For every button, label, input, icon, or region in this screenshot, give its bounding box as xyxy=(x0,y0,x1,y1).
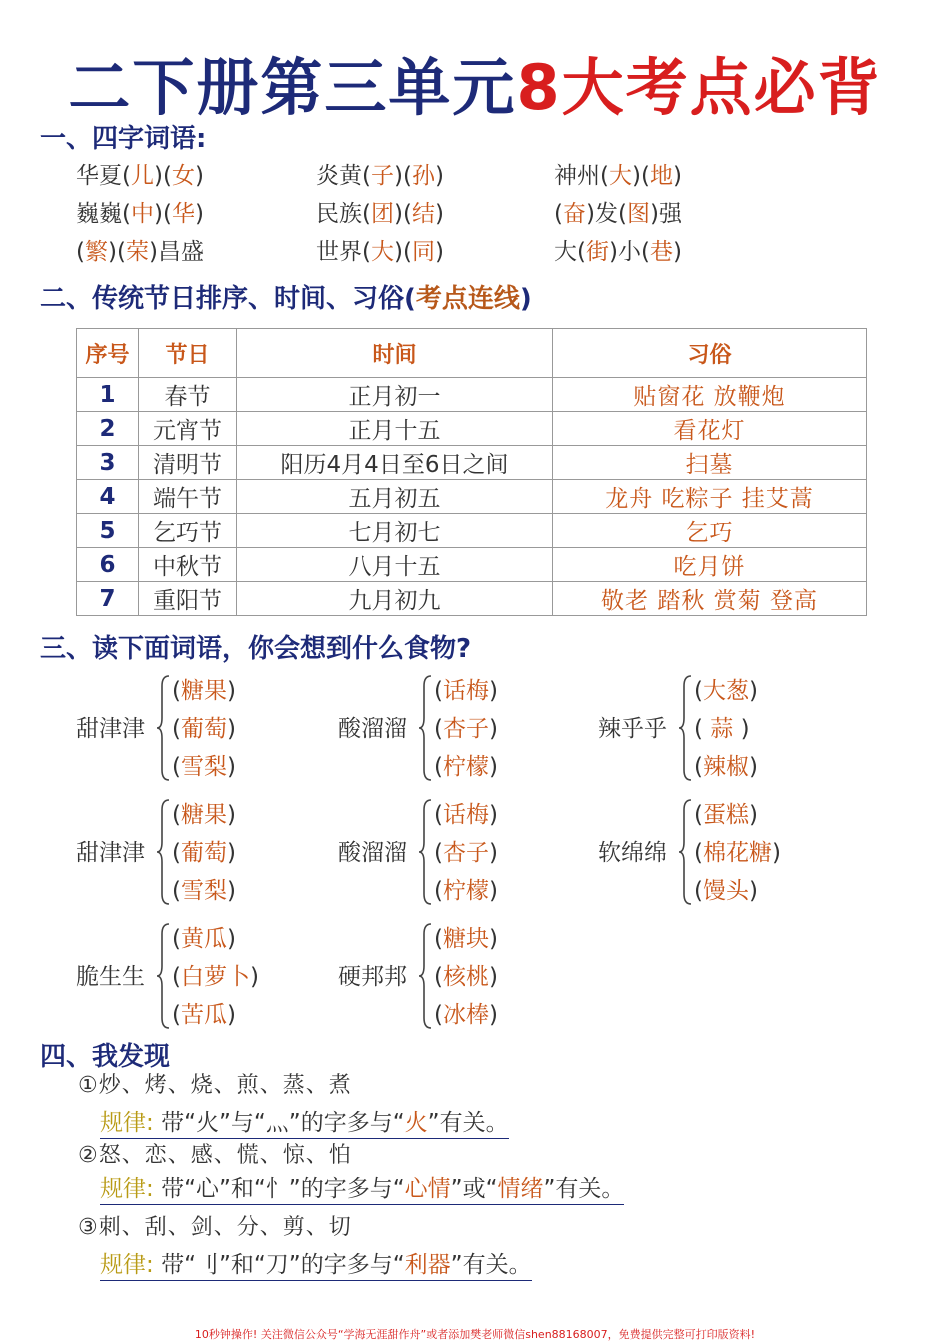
idiom-answer: 巷 xyxy=(649,239,673,265)
paren-close: ) xyxy=(488,840,498,866)
row-number: 4 xyxy=(77,480,139,514)
idiom-paren: ) xyxy=(672,163,682,189)
idiom-paren: ( xyxy=(617,201,627,227)
table-row xyxy=(77,378,867,412)
paren-open: ( xyxy=(694,716,703,742)
rule-text: 带“刂”和“刀”的字多与 xyxy=(161,1252,393,1278)
food-option xyxy=(694,796,758,834)
food-descriptor: 辣乎乎 xyxy=(598,716,667,742)
rule-line xyxy=(100,1246,532,1281)
food-option xyxy=(172,958,259,996)
rule-text: ”有关。 xyxy=(543,1176,625,1202)
row-custom: 扫墓 xyxy=(553,446,867,480)
idiom-paren: ( xyxy=(402,163,412,189)
food-answer: 蒜 xyxy=(702,716,741,742)
idiom-paren: ( xyxy=(116,239,126,265)
rule-text: ”有关。 xyxy=(450,1252,532,1278)
curly-brace-icon xyxy=(156,798,170,906)
paren-close: ) xyxy=(226,1002,236,1028)
row-time: 九月初九 xyxy=(237,582,553,616)
food-option xyxy=(694,710,750,748)
idiom-item xyxy=(554,233,682,266)
idiom-answer: 荣 xyxy=(125,239,149,265)
idiom-text: 神州 xyxy=(554,163,600,189)
rule-label: 规律: xyxy=(100,1252,162,1278)
food-answer: 葡萄 xyxy=(180,716,227,742)
idiom-text: 昌盛 xyxy=(157,239,204,265)
food-option xyxy=(434,920,498,958)
idiom-paren: ) xyxy=(393,163,403,189)
section4-heading: 四、我发现 xyxy=(40,1042,171,1072)
paren-open: ( xyxy=(172,926,181,952)
paren-close: ) xyxy=(748,878,758,904)
paren-close: ) xyxy=(488,878,498,904)
food-option xyxy=(434,834,498,872)
rule-text: ”或“ xyxy=(450,1176,498,1202)
paren-close: ) xyxy=(771,840,781,866)
idiom-paren: ( xyxy=(362,239,371,265)
rule-label: 规律: xyxy=(100,1176,162,1202)
row-time: 正月十五 xyxy=(237,412,553,446)
food-answer: 糖果 xyxy=(180,678,227,704)
paren-open: ( xyxy=(434,716,443,742)
idiom-paren: ( xyxy=(402,201,412,227)
idiom-paren: ( xyxy=(600,163,609,189)
food-option xyxy=(694,834,781,872)
idiom-paren: ) xyxy=(153,201,163,227)
discover-chars: ①炒、烤、烧、煎、蒸、煮 xyxy=(78,1073,352,1098)
paren-close: ) xyxy=(488,716,498,742)
paren-close: ) xyxy=(226,878,236,904)
section2-heading-text: 二、传统节日排序、时间、习俗( xyxy=(40,284,416,314)
idiom-paren: ) xyxy=(649,201,659,227)
paren-open: ( xyxy=(434,878,443,904)
row-festival: 重阳节 xyxy=(139,582,237,616)
idiom-answer: 团 xyxy=(370,201,394,227)
header-time: 时间 xyxy=(237,329,553,378)
row-custom: 龙舟 吃粽子 挂艾蒿 xyxy=(553,480,867,514)
idiom-paren: ) xyxy=(153,163,163,189)
table-row xyxy=(77,446,867,480)
paren-close: ) xyxy=(226,678,236,704)
header-festival: 节日 xyxy=(139,329,237,378)
idiom-text: 大 xyxy=(554,239,577,265)
paren-open: ( xyxy=(694,678,703,704)
food-group xyxy=(338,920,588,1034)
curly-brace-icon xyxy=(678,798,692,906)
idiom-answer: 结 xyxy=(411,201,435,227)
idiom-paren: ) xyxy=(434,201,444,227)
rule-text: ”有关。 xyxy=(427,1110,509,1136)
food-descriptor: 硬邦邦 xyxy=(338,964,407,990)
row-festival: 中秋节 xyxy=(139,548,237,582)
food-descriptor: 酸溜溜 xyxy=(338,840,407,866)
paren-close: ) xyxy=(488,754,498,780)
curly-brace-icon xyxy=(156,674,170,782)
paren-open: ( xyxy=(434,840,443,866)
idiom-paren: ) xyxy=(631,163,641,189)
festival-table xyxy=(76,328,867,616)
paren-open: ( xyxy=(172,964,181,990)
food-group xyxy=(76,920,326,1034)
idiom-paren: ( xyxy=(554,201,563,227)
idiom-paren: ) xyxy=(434,163,444,189)
discover-chars: ②怒、恋、感、慌、惊、怕 xyxy=(78,1143,352,1168)
rule-text: “ xyxy=(392,1110,405,1136)
paren-open: ( xyxy=(434,1002,443,1028)
idiom-item xyxy=(316,233,444,266)
food-answer: 辣椒 xyxy=(702,754,749,780)
footer-note: 10秒钟操作! 关注微信公众号“学海无涯甜作舟”或者添加樊老师微信shen88168007，免费提供完整可打印版资料! xyxy=(194,1328,756,1341)
paren-open: ( xyxy=(172,878,181,904)
food-group xyxy=(338,796,588,910)
paren-close: ) xyxy=(249,964,259,990)
paren-close: ) xyxy=(226,840,236,866)
food-answer: 糖块 xyxy=(442,926,489,952)
food-option xyxy=(172,872,236,910)
food-option xyxy=(434,796,498,834)
rule-answer: 火 xyxy=(404,1110,428,1136)
food-answer: 柠檬 xyxy=(442,754,489,780)
paren-open: ( xyxy=(694,878,703,904)
paren-open: ( xyxy=(694,840,703,866)
row-number: 3 xyxy=(77,446,139,480)
idiom-answer: 地 xyxy=(649,163,673,189)
section1-heading: 一、四字词语: xyxy=(40,124,207,154)
paren-close: ) xyxy=(748,802,758,828)
idiom-answer: 儿 xyxy=(130,163,154,189)
paren-close: ) xyxy=(226,754,236,780)
curly-brace-icon xyxy=(418,674,432,782)
idiom-text: 小 xyxy=(617,239,641,265)
idiom-answer: 女 xyxy=(171,163,195,189)
row-time: 五月初五 xyxy=(237,480,553,514)
rule-text: 带“心”和“忄”的字多与 xyxy=(161,1176,393,1202)
paren-open: ( xyxy=(172,754,181,780)
paren-close: ) xyxy=(226,802,236,828)
idiom-answer: 孙 xyxy=(411,163,435,189)
curly-brace-icon xyxy=(418,798,432,906)
idiom-paren: ) xyxy=(608,239,618,265)
idiom-text: 强 xyxy=(658,201,682,227)
food-answer: 柠檬 xyxy=(442,878,489,904)
row-festival: 春节 xyxy=(139,378,237,412)
food-option xyxy=(172,920,236,958)
paren-open: ( xyxy=(172,840,181,866)
food-answer: 话梅 xyxy=(442,802,489,828)
food-answer: 糖果 xyxy=(180,802,227,828)
rule-text: “ xyxy=(392,1252,405,1278)
row-festival: 乞巧节 xyxy=(139,514,237,548)
idiom-text: 炎黄 xyxy=(316,163,362,189)
rule-line xyxy=(100,1170,624,1205)
food-option xyxy=(694,672,758,710)
paren-open: ( xyxy=(172,802,181,828)
curly-brace-icon xyxy=(418,922,432,1030)
header-no: 序号 xyxy=(77,329,139,378)
paren-close: ) xyxy=(748,754,758,780)
idiom-item xyxy=(76,195,204,228)
idiom-answer: 图 xyxy=(626,201,650,227)
idiom-paren: ( xyxy=(640,163,650,189)
rule-answer: 情绪 xyxy=(497,1176,544,1202)
food-option xyxy=(172,834,236,872)
food-option xyxy=(434,672,498,710)
food-answer: 雪梨 xyxy=(180,754,227,780)
idiom-paren: ) xyxy=(393,201,403,227)
idiom-paren: ( xyxy=(122,201,131,227)
title-part2: 8大考点必背 xyxy=(516,51,882,124)
section3-heading: 三、读下面词语，你会想到什么食物? xyxy=(40,634,472,664)
idiom-paren: ) xyxy=(194,201,204,227)
idiom-answer: 大 xyxy=(370,239,394,265)
food-answer: 白萝卜 xyxy=(180,964,250,990)
row-custom: 敬老 踏秋 赏菊 登高 xyxy=(553,582,867,616)
food-descriptor: 酸溜溜 xyxy=(338,716,407,742)
idiom-paren: ) xyxy=(148,239,158,265)
idiom-paren: ) xyxy=(585,201,595,227)
idiom-paren: ( xyxy=(362,163,371,189)
section2-heading xyxy=(40,278,532,315)
idiom-paren: ( xyxy=(162,163,172,189)
rule-text: “ xyxy=(392,1176,405,1202)
food-group xyxy=(598,796,848,910)
paren-open: ( xyxy=(434,964,443,990)
food-answer: 苦瓜 xyxy=(180,1002,227,1028)
idiom-answer: 中 xyxy=(130,201,154,227)
row-time: 正月初一 xyxy=(237,378,553,412)
food-group xyxy=(338,672,588,786)
food-answer: 话梅 xyxy=(442,678,489,704)
idiom-paren: ( xyxy=(76,239,85,265)
idiom-paren: ) xyxy=(672,239,682,265)
idiom-text: 民族 xyxy=(316,201,362,227)
idiom-paren: ) xyxy=(434,239,444,265)
row-number: 2 xyxy=(77,412,139,446)
row-custom: 贴窗花 放鞭炮 xyxy=(553,378,867,412)
row-number: 7 xyxy=(77,582,139,616)
rule-label: 规律: xyxy=(100,1110,162,1136)
idiom-answer: 街 xyxy=(585,239,609,265)
food-option xyxy=(694,748,758,786)
food-group xyxy=(76,796,326,910)
idiom-paren: ) xyxy=(194,163,204,189)
rule-line xyxy=(100,1104,509,1139)
idiom-paren: ) xyxy=(107,239,117,265)
paren-close: ) xyxy=(748,678,758,704)
food-answer: 冰棒 xyxy=(442,1002,489,1028)
paren-open: ( xyxy=(434,802,443,828)
idiom-text: 世界 xyxy=(316,239,362,265)
idiom-answer: 繁 xyxy=(84,239,108,265)
food-answer: 核桃 xyxy=(442,964,489,990)
row-number: 6 xyxy=(77,548,139,582)
idiom-paren: ( xyxy=(362,201,371,227)
food-answer: 蛋糕 xyxy=(702,802,749,828)
section2-heading-highlight: 考点连线 xyxy=(415,284,520,314)
paren-close: ) xyxy=(488,678,498,704)
table-row xyxy=(77,412,867,446)
row-time: 八月十五 xyxy=(237,548,553,582)
idiom-item xyxy=(76,233,204,266)
food-option xyxy=(172,672,236,710)
row-time: 阳历4月4日至6日之间 xyxy=(237,446,553,480)
idiom-paren: ( xyxy=(402,239,412,265)
idiom-item xyxy=(76,157,204,190)
food-descriptor: 脆生生 xyxy=(76,964,145,990)
table-row xyxy=(77,514,867,548)
food-descriptor: 甜津津 xyxy=(76,716,145,742)
food-option xyxy=(172,996,236,1034)
food-group xyxy=(598,672,848,786)
table-row xyxy=(77,582,867,616)
paren-open: ( xyxy=(172,1002,181,1028)
row-custom: 吃月饼 xyxy=(553,548,867,582)
idiom-text: 华夏 xyxy=(76,163,122,189)
food-option xyxy=(434,996,498,1034)
idiom-item xyxy=(316,157,444,190)
paren-close: ) xyxy=(226,926,236,952)
food-group xyxy=(76,672,326,786)
idiom-paren: ( xyxy=(162,201,172,227)
food-option xyxy=(434,872,498,910)
food-answer: 葡萄 xyxy=(180,840,227,866)
row-number: 5 xyxy=(77,514,139,548)
table-row xyxy=(77,548,867,582)
row-custom: 乞巧 xyxy=(553,514,867,548)
paren-open: ( xyxy=(694,754,703,780)
idiom-text: 巍巍 xyxy=(76,201,122,227)
food-option xyxy=(434,748,498,786)
idiom-answer: 华 xyxy=(171,201,195,227)
idiom-item xyxy=(554,195,682,228)
idiom-paren: ( xyxy=(577,239,586,265)
idiom-item xyxy=(316,195,444,228)
food-answer: 棉花糖 xyxy=(702,840,772,866)
paren-close: ) xyxy=(488,1002,498,1028)
idiom-paren: ( xyxy=(122,163,131,189)
row-festival: 端午节 xyxy=(139,480,237,514)
idiom-item xyxy=(554,157,682,190)
food-descriptor: 软绵绵 xyxy=(598,840,667,866)
idiom-answer: 奋 xyxy=(562,201,586,227)
food-descriptor: 甜津津 xyxy=(76,840,145,866)
title-part1: 二下册第三单元 xyxy=(68,51,517,124)
row-time: 七月初七 xyxy=(237,514,553,548)
section2-heading-end: ) xyxy=(519,284,532,314)
rule-answer: 利器 xyxy=(404,1252,451,1278)
paren-close: ) xyxy=(488,802,498,828)
row-festival: 清明节 xyxy=(139,446,237,480)
idiom-answer: 大 xyxy=(608,163,632,189)
idiom-text: 发 xyxy=(594,201,618,227)
paren-close: ) xyxy=(488,964,498,990)
discover-chars: ③刺、刮、剑、分、剪、切 xyxy=(78,1215,352,1240)
food-option xyxy=(172,748,236,786)
food-option xyxy=(172,796,236,834)
paren-close: ) xyxy=(740,716,750,742)
idiom-answer: 同 xyxy=(411,239,435,265)
table-row xyxy=(77,480,867,514)
page-title xyxy=(0,38,950,127)
paren-open: ( xyxy=(434,754,443,780)
paren-close: ) xyxy=(226,716,236,742)
rule-text: 带“火”与“灬”的字多与 xyxy=(161,1110,393,1136)
food-option xyxy=(694,872,758,910)
food-answer: 大葱 xyxy=(702,678,749,704)
idiom-paren: ( xyxy=(640,239,650,265)
paren-open: ( xyxy=(694,802,703,828)
food-answer: 馒头 xyxy=(702,878,749,904)
food-answer: 杏子 xyxy=(442,716,489,742)
food-option xyxy=(434,710,498,748)
idiom-paren: ) xyxy=(393,239,403,265)
food-answer: 杏子 xyxy=(442,840,489,866)
food-answer: 雪梨 xyxy=(180,878,227,904)
row-festival: 元宵节 xyxy=(139,412,237,446)
food-option xyxy=(434,958,498,996)
paren-open: ( xyxy=(434,926,443,952)
row-custom: 看花灯 xyxy=(553,412,867,446)
paren-open: ( xyxy=(172,678,181,704)
header-custom: 习俗 xyxy=(553,329,867,378)
festival-table-header xyxy=(77,329,867,378)
idiom-answer: 子 xyxy=(370,163,394,189)
rule-answer: 心情 xyxy=(404,1176,451,1202)
curly-brace-icon xyxy=(678,674,692,782)
food-option xyxy=(172,710,236,748)
curly-brace-icon xyxy=(156,922,170,1030)
paren-close: ) xyxy=(488,926,498,952)
paren-open: ( xyxy=(434,678,443,704)
row-number: 1 xyxy=(77,378,139,412)
paren-open: ( xyxy=(172,716,181,742)
food-answer: 黄瓜 xyxy=(180,926,227,952)
